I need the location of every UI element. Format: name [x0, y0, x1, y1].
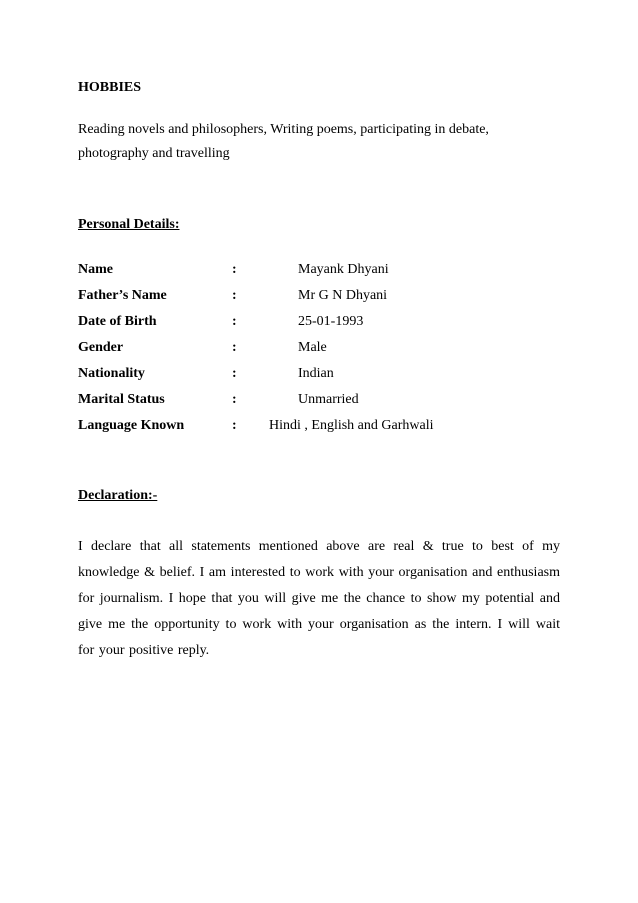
declaration-heading: Declaration:- [78, 488, 158, 503]
detail-separator: : [232, 262, 237, 277]
detail-separator: : [232, 340, 237, 355]
detail-row-gender [78, 339, 558, 365]
hobbies-text: Reading novels and philosophers, Writing poems, participating in debate, photography and travelling [78, 122, 489, 161]
detail-row-fathers-name [78, 287, 558, 313]
detail-value: Mr G N Dhyani [298, 288, 388, 303]
detail-value: Mayank Dhyani [298, 262, 389, 277]
detail-label: Gender [78, 340, 124, 355]
hobbies-heading: HOBBIES [78, 80, 142, 95]
detail-row-marital-status [78, 391, 558, 417]
detail-row-date-of-birth [78, 313, 558, 339]
detail-value: Hindi , English and Garhwali [269, 418, 434, 433]
detail-row-language-known [78, 417, 558, 443]
detail-separator: : [232, 314, 237, 329]
detail-value: 25-01-1993 [298, 314, 364, 329]
detail-separator: : [232, 392, 237, 407]
detail-separator: : [232, 288, 237, 303]
detail-label: Date of Birth [78, 314, 157, 329]
detail-row-nationality [78, 365, 558, 391]
detail-separator: : [232, 366, 237, 381]
personal-details-table [78, 261, 558, 443]
detail-label: Marital Status [78, 392, 165, 407]
personal-details-heading: Personal Details: [78, 217, 180, 232]
detail-value: Indian [298, 366, 334, 381]
detail-label: Name [78, 262, 113, 277]
detail-value: Unmarried [298, 392, 359, 407]
detail-value: Male [298, 340, 327, 355]
detail-separator: : [232, 418, 237, 433]
detail-label: Nationality [78, 366, 145, 381]
detail-label: Father’s Name [78, 288, 167, 303]
detail-label: Language Known [78, 418, 185, 433]
declaration-text: I declare that all statements mentioned above are real & true to best of my knowledge & belief. I am interested to work with your organisation and enthusiasm for journalism. I hope that you will give me the chance to show my potential and give me the opportunity to work with your organisation as the intern. I will wait for your positive reply. [78, 539, 560, 658]
detail-row-name [78, 261, 558, 287]
